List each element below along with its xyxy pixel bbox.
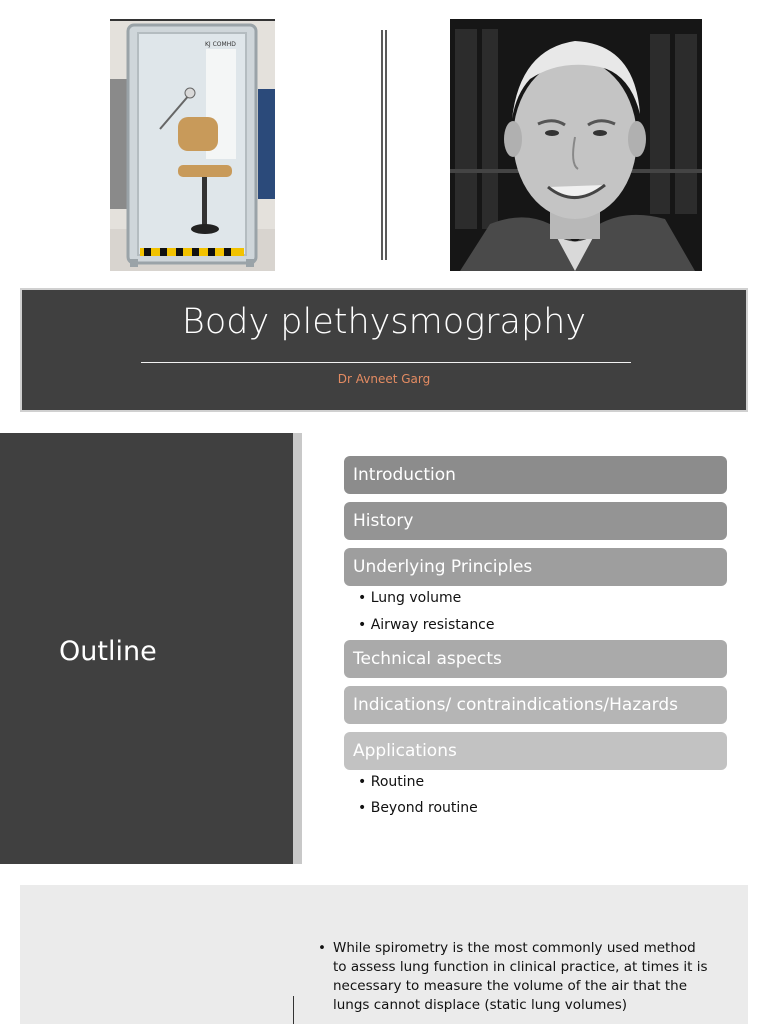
title-underline (141, 362, 631, 363)
booth-brand-label: KJ COMHD (205, 41, 236, 48)
photo-divider (381, 30, 387, 260)
text-slide-divider (293, 996, 294, 1024)
outline-subitem-beyond-routine: • Beyond routine (358, 800, 478, 816)
bullet-text: While spirometry is the most commonly used method to assess lung function in clinical practice, at times it is necessary to measure the volume of the air that the lungs cannot displace (static lung volumes) (333, 940, 708, 1013)
outline-item-indications: Indications/ contraindications/Hazards (344, 686, 727, 724)
subitem-label: Routine (370, 774, 425, 790)
presentation-title: Body plethysmography (181, 302, 587, 342)
subitem-label: Lung volume (370, 590, 462, 606)
text-slide-bullet (318, 939, 713, 1015)
subitem-label: Airway resistance (370, 617, 495, 633)
outline-subitem-routine: • Routine (358, 774, 425, 790)
outline-item-underlying-principles: Underlying Principles (344, 548, 727, 586)
portrait-photo (450, 19, 702, 271)
portrait-illustration (450, 19, 702, 271)
outline-panel-edge (293, 433, 302, 864)
subitem-label: Beyond routine (370, 800, 478, 816)
booth-illustration (110, 19, 275, 271)
outline-item-applications: Applications (344, 732, 727, 770)
outline-item-technical-aspects: Technical aspects (344, 640, 727, 678)
bullet-marker: • (318, 940, 326, 956)
author-name: Dr Avneet Garg (337, 372, 431, 386)
outline-item-introduction: Introduction (344, 456, 727, 494)
title-slide-banner (20, 288, 748, 412)
outline-subitem-lung-volume: • Lung volume (358, 590, 462, 606)
outline-subitem-airway-resistance: • Airway resistance (358, 617, 495, 633)
outline-item-history: History (344, 502, 727, 540)
plethysmograph-booth-photo (110, 19, 275, 271)
outline-heading: Outline (59, 636, 157, 667)
